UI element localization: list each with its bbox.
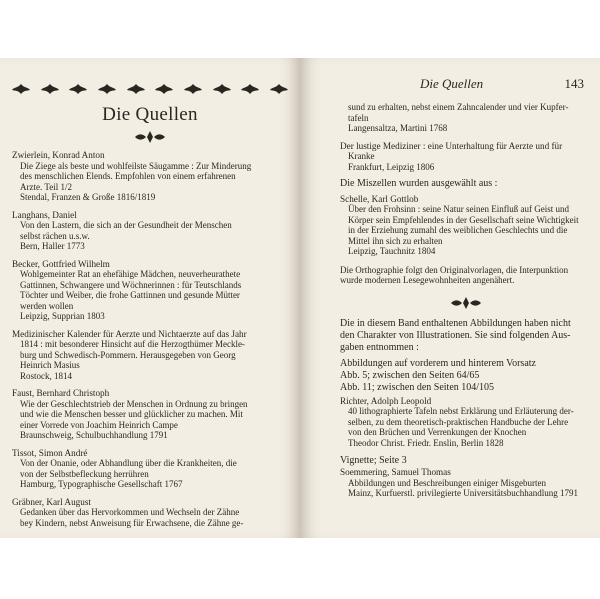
- entry-line: 40 lithographierte Tafeln nebst Erklärung und Erläuterung der-: [348, 406, 574, 416]
- entry-line: des menschlichen Elends. Empfohlen von einem erfahrenen: [20, 171, 236, 181]
- source-entry: [340, 194, 592, 257]
- source-entry: [340, 141, 592, 173]
- entry-line: Mainz, Kurfuerstl. privilegierte Universitätsbuchhandlung 1791: [348, 488, 578, 498]
- ornament-icon: [96, 83, 118, 95]
- entry-line: bey Kindern, nebst Anweisung für Erwachsene, die Zähne ge-: [20, 517, 244, 528]
- entry-line: sund zu erhalten, nebst einem Zahncalender und vier Kupfer-: [348, 102, 569, 112]
- entry-line: Gedanken über das Hervorkommen und Wechseln der Zähne: [20, 507, 240, 517]
- running-head: Die Quellen: [420, 76, 484, 91]
- source-entry: [12, 210, 290, 252]
- source-entry: [12, 388, 290, 441]
- entry-line: Frankfurt, Leipzig 1806: [348, 161, 435, 172]
- para-line: den Charakter von Illustrationen. Sie sind folgenden Aus-: [340, 329, 571, 341]
- source-entry: [340, 467, 592, 499]
- entry-line: Körper sein Empfehlendes in der Gesellschaft seine Wichtigkeit: [348, 214, 579, 225]
- ornament-border: [10, 82, 290, 96]
- entry-line: selbst rächen u.s.w.: [20, 230, 90, 241]
- ornament-icon: [10, 83, 32, 95]
- entry-line: Über den Frohsinn : seine Natur seinen Einfluß auf Geist und: [348, 204, 569, 214]
- entry-line: von den Brüchen und Verrenkungen der Knochen: [348, 427, 527, 437]
- illustration-list: [340, 358, 592, 394]
- entry-line: Heinrich Masius: [20, 360, 80, 370]
- ornament-icon: [125, 83, 147, 95]
- entry-author: Schelle, Karl Gottlob: [340, 193, 419, 204]
- entry-line: Hamburg, Typographische Gesellschaft 1767: [20, 479, 183, 489]
- ornament-icon: [39, 83, 61, 95]
- entry-author: Faust, Bernhard Christoph: [12, 388, 110, 398]
- ornament-icon: [182, 83, 204, 95]
- entry-line: Braunschweig, Schulbuchhandlung 1791: [20, 430, 168, 440]
- illustrations-paragraph: [340, 318, 592, 354]
- right-page-body: [340, 102, 592, 506]
- entry-author: Tissot, Simon André: [12, 447, 88, 458]
- note-line: Die Orthographie folgt den Originalvorlagen, die Interpunktion: [340, 264, 569, 275]
- entry-author: Zwierlein, Konrad Anton: [12, 150, 105, 160]
- entry-line: Leipzig, Supprian 1803: [20, 311, 105, 321]
- entry-line: Rostock, 1814: [20, 370, 73, 381]
- illustration-line: Abb. 11; zwischen den Seiten 104/105: [340, 381, 495, 393]
- entry-line: 1814 : mit besonderer Hinsicht auf die Herzogthümer Meckle-: [20, 339, 245, 349]
- book-spread: [0, 58, 600, 538]
- vignette-line: Vignette; Seite 3: [340, 455, 407, 466]
- entry-line: Bern, Haller 1773: [20, 241, 85, 251]
- entry-line: einer Vorrede von Joachim Heinrich Campe: [20, 419, 178, 430]
- source-entry: [12, 259, 290, 322]
- entry-line: Die Ziege als beste und wohlfeilste Säugamme : Zur Minderung: [20, 160, 252, 171]
- right-page: [300, 58, 600, 538]
- continued-entry: [340, 102, 592, 134]
- para-line: Die in diesem Band enthaltenen Abbildungen haben nicht: [340, 317, 571, 329]
- entry-line: Von den Lastern, die sich an der Gesundheit der Menschen: [20, 220, 232, 230]
- page-number: 143: [564, 76, 584, 91]
- note-line: wurde modernen Lesegewohnheiten angenähert.: [340, 275, 515, 285]
- entry-line: von der Selbstbefleckung herrühren: [20, 468, 149, 479]
- entry-line: Stendal, Franzen & Große 1816/1819: [20, 192, 156, 202]
- entry-author: Gräbner, Karl August: [12, 496, 91, 507]
- entry-author: Medizinischer Kalender für Aerzte und Nichtaerzte auf das Jahr: [12, 328, 247, 339]
- source-entry: [12, 329, 290, 382]
- entry-line: Gattinnen, Schwangere und Wöchnerinnen : für Teutschlands: [20, 279, 242, 290]
- entry-line: Theodor Christ. Friedr. Enslin, Berlin 1828: [348, 437, 504, 448]
- orthography-note: [340, 265, 592, 286]
- entry-line: Wohlgemeinter Rat an ehefähige Mädchen, neuverheurathete: [20, 269, 241, 279]
- entry-line: werden wollen: [20, 300, 74, 311]
- entry-line: Mittel ihn sich zu erhalten: [348, 235, 443, 246]
- illustration-line: Abb. 5; zwischen den Seiten 64/65: [340, 369, 480, 381]
- left-page: [0, 58, 300, 538]
- source-entry: [340, 396, 592, 449]
- fleuron-icon: [446, 296, 486, 310]
- entry-author: Becker, Gottfried Wilhelm: [12, 258, 110, 269]
- entry-line: und wie die Menschen besser und glücklicher zu machen. Mit: [20, 409, 243, 419]
- miscellany-heading: Die Miszellen wurden ausgewählt aus :: [340, 178, 498, 189]
- source-entry: [12, 448, 290, 490]
- para-line: gaben entnommen :: [340, 341, 419, 353]
- ornament-icon: [268, 83, 290, 95]
- entry-line: burg und Schwedisch-Pommern. Herausgegeben von Georg: [20, 349, 236, 360]
- entry-author: Richter, Adolph Leopold: [340, 395, 432, 406]
- entry-line: Langensaltza, Martini 1768: [348, 123, 448, 133]
- ornament-icon: [239, 83, 261, 95]
- entry-author: Soemmering, Samuel Thomas: [340, 467, 451, 477]
- illustration-line: Abbildungen auf vorderem und hinterem Vorsatz: [340, 357, 536, 369]
- source-list: [12, 150, 290, 535]
- entry-line: Leipzig, Tauchnitz 1804: [348, 246, 436, 256]
- entry-line: tafeln: [348, 112, 369, 123]
- fleuron-icon: [130, 130, 170, 144]
- page-title: Die Quellen: [102, 104, 198, 125]
- ornament-icon: [211, 83, 233, 95]
- entry-line: selben, zu dem theoretisch-praktischen Handbuche der Lehre: [348, 416, 569, 427]
- entry-line: Wie der Geschlechtstrieb der Menschen in Ordnung zu bringen: [20, 398, 248, 409]
- ornament-icon: [153, 83, 175, 95]
- source-entry: [12, 150, 290, 203]
- entry-author: Der lustige Mediziner : eine Unterhaltung für Aerzte und für: [340, 140, 563, 151]
- entry-line: Töchter und Weiber, die frohe Gattinnen und gesunde Mütter: [20, 290, 240, 300]
- entry-line: in der Erziehung zumahl des weiblichen Geschlechts und die: [348, 225, 568, 235]
- entry-line: Arzte. Teil 1/2: [20, 181, 72, 192]
- entry-line: Kranke: [348, 151, 375, 161]
- entry-author: Langhans, Daniel: [12, 209, 77, 220]
- ornament-icon: [67, 83, 89, 95]
- entry-line: Abbildungen und Beschreibungen einiger Misgeburten: [348, 477, 546, 488]
- entry-line: Von der Onanie, oder Abhandlung über die Krankheiten, die: [20, 458, 237, 468]
- source-entry: [12, 497, 290, 529]
